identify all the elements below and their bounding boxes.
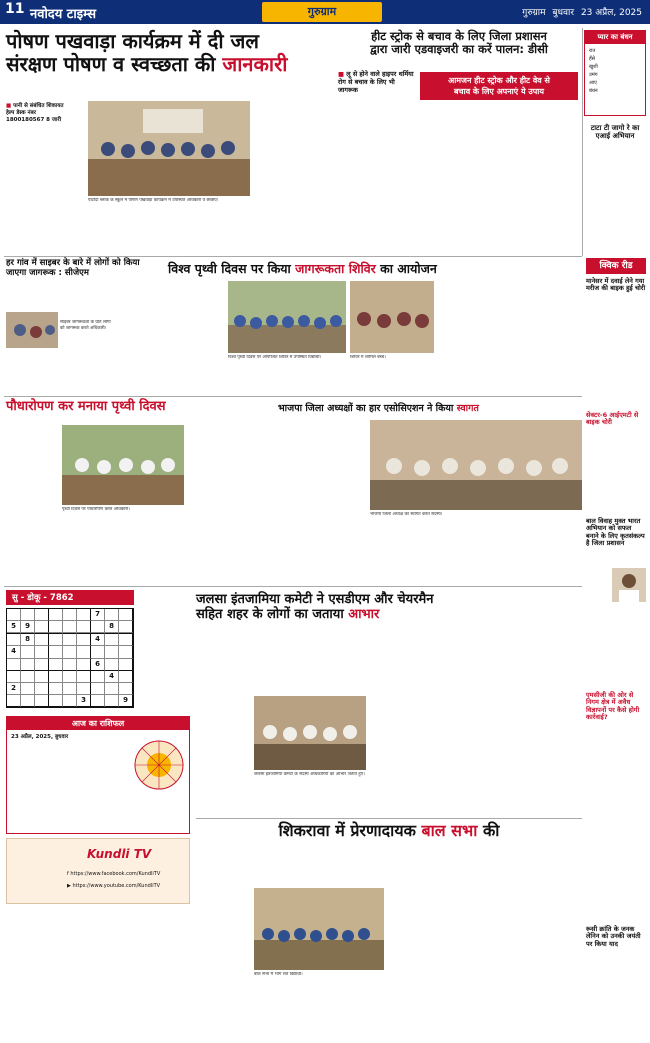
sudoku-cell: [21, 659, 35, 671]
kundli-logo: Kundli TV: [87, 847, 152, 861]
sudoku-cell: [35, 659, 49, 671]
story8-photo: [254, 888, 384, 970]
story6-body-2: [370, 525, 438, 583]
story4-body-1: [168, 281, 224, 393]
story7-body-4: [254, 785, 366, 815]
dateline: गुरुग्राम बुधवार 23 अप्रैल, 2025: [522, 8, 642, 18]
sudoku-cell: 4: [91, 634, 105, 646]
official-portrait: [612, 568, 646, 602]
sudoku-cell: [77, 671, 91, 683]
story1-photo: [88, 101, 250, 196]
story4-body-3: [350, 367, 434, 393]
sudoku-cell: [105, 659, 119, 671]
story5-body-3: [125, 520, 185, 583]
students-photo: [228, 281, 346, 353]
story5-body-2: [62, 520, 122, 583]
kundli-ad: [6, 838, 190, 904]
story2-body-3: [420, 156, 498, 252]
sudoku-cell: [21, 695, 35, 707]
brief3-body: [586, 568, 610, 688]
sudoku-cell: [35, 671, 49, 683]
ad-youtube[interactable]: ▶ https://www.youtube.com/KundliTV: [67, 883, 161, 889]
story4-body-5: [512, 281, 582, 393]
love-box-title: प्यार का बंधन: [585, 31, 645, 44]
story6-caption: भाजपा जिला अध्यक्ष का स्वागत करते सदस्य।: [370, 512, 443, 517]
story7-body-6: [445, 630, 515, 815]
story4-photo-1: [228, 281, 346, 353]
section-band: गुरुग्राम: [262, 2, 382, 22]
rashifal-body: [11, 741, 129, 831]
sudoku-cell: [63, 683, 77, 695]
story6-body-3: [441, 525, 509, 583]
paper-name: नवोदय टाइम्स: [30, 7, 97, 22]
sudoku-cell: [119, 621, 133, 633]
sudoku-cell: [7, 695, 21, 707]
sudoku-cell: 6: [91, 659, 105, 671]
sudoku-cell: 5: [7, 621, 21, 633]
brief4-body: [586, 732, 646, 922]
brief3-photo: [612, 568, 646, 602]
story5-body-1: [6, 425, 58, 583]
sudoku-cell: [49, 634, 63, 646]
story4-body-2: [228, 367, 346, 393]
story3-headline: हर गांव में साइबर के बारे में लोगों को किया जाएगा जागरूक : सीजेएम: [6, 258, 140, 278]
sudoku-cell: 8: [21, 634, 35, 646]
story6-photo: [370, 420, 582, 510]
sudoku-cell: [63, 671, 77, 683]
story3-caption: साइबर जागरूकता के प्रति लोगों को जागरूक करते अधिकारी।: [60, 320, 111, 331]
sudoku-cell: [77, 646, 91, 658]
sudoku-cell: [105, 695, 119, 707]
divider: [4, 586, 582, 587]
sudoku-cell: [77, 634, 91, 646]
sudoku-cell: [21, 646, 35, 658]
sudoku-cell: [49, 646, 63, 658]
story3-body-1: [6, 283, 58, 310]
committee-photo: [254, 696, 366, 770]
story9-body: [584, 148, 646, 252]
page-number: 11: [5, 1, 25, 17]
quick-read-banner: क्विक रीड: [586, 258, 646, 274]
story1-body-2: [88, 212, 168, 252]
children-photo: [350, 281, 434, 353]
story7-body-5: [372, 630, 442, 815]
zodiac-icon: [133, 739, 185, 791]
story2-body-2: [420, 104, 578, 152]
story4-headline: विश्व पृथ्वी दिवस पर किया जागरूकता शिविर का आयोजन: [168, 261, 437, 276]
sudoku-cell: 7: [91, 609, 105, 621]
story8-body-2: [254, 848, 310, 888]
story7-body-7: [518, 630, 582, 815]
sudoku-cell: [105, 646, 119, 658]
story6-headline: भाजपा जिला अध्यक्षों का हार एसोसिएशन ने किया स्वागत: [278, 403, 479, 414]
story8-body-5: [388, 848, 452, 1040]
story2-kicker: ■ लू से होने वाले हाइपर थर्मिया रोग से बचाव के लिए भी जागरूक: [338, 70, 414, 94]
story4-body-4: [437, 281, 509, 393]
brief5-headline: रूसी क्रांति के जनक लेनिन को उनकी जयंती पर किया याद: [586, 925, 641, 948]
sudoku-cell: [105, 683, 119, 695]
sudoku-cell: 3: [77, 695, 91, 707]
sudoku-cell: [105, 609, 119, 621]
sudoku-cell: [91, 683, 105, 695]
sudoku-grid: [6, 608, 134, 708]
sudoku-cell: [49, 621, 63, 633]
sudoku-cell: 9: [119, 695, 133, 707]
story8-caption: बाल सभा में भाग लेते विद्यार्थी।: [254, 972, 303, 977]
story7-body-3: [312, 630, 368, 692]
brief3-headline: बाल विवाह मुक्त भारत अभियान को सफल बनाने के लिए कृतसंकल्प है जिला प्रशासन: [586, 517, 645, 548]
story8-body-1: [196, 848, 252, 1040]
sudoku-cell: [119, 683, 133, 695]
classroom-photo: [88, 101, 250, 196]
sudoku-cell: [63, 609, 77, 621]
sudoku-cell: 4: [7, 646, 21, 658]
brief1-body: [586, 308, 646, 408]
story1-helpline: ■ पानी से संबंधित शिकायत हेल्प डेस्क नंबर 1800180567 8 जारी: [6, 103, 64, 123]
story1-body-3: [170, 212, 250, 252]
divider: [196, 818, 582, 819]
story8-body-3: [312, 848, 384, 888]
story6-body-4: [512, 525, 582, 583]
love-box-lines: रात हँसे खुशी उमंग आए बंधन: [589, 48, 598, 94]
meeting-photo: [6, 312, 58, 348]
sudoku-cell: [119, 646, 133, 658]
sudoku-cell: 8: [105, 621, 119, 633]
ad-facebook[interactable]: f https://www.facebook.com/KundliTV: [67, 871, 161, 877]
sudoku-cell: [119, 609, 133, 621]
column-divider: [582, 28, 583, 256]
sudoku-cell: [49, 695, 63, 707]
story4-caption-1: विश्व पृथ्वी दिवस पर आयोजित शिविर में उपस्थित विद्यार्थी।: [228, 355, 322, 360]
sudoku-cell: 2: [7, 683, 21, 695]
story5-photo: [62, 425, 184, 505]
sudoku-cell: [35, 634, 49, 646]
love-box: [584, 30, 646, 116]
story1-body-1: [6, 130, 84, 245]
sudoku-cell: [35, 683, 49, 695]
sudoku-cell: [91, 695, 105, 707]
story8-body-7: [521, 848, 582, 1040]
story7-caption: जलसा इंतजामिया कमेटी के सदस्य अधिकारियों का आभार जताते हुए।: [254, 772, 365, 777]
sudoku-cell: [35, 646, 49, 658]
story2-subhead: आमजन हीट स्ट्रोक और हीट वेव से बचाव के लिए अपनाएं ये उपाय: [420, 72, 578, 100]
sudoku-cell: [35, 621, 49, 633]
sudoku-cell: [35, 695, 49, 707]
sudoku-cell: [91, 671, 105, 683]
sudoku-cell: [7, 659, 21, 671]
story2-headline: हीट स्ट्रोक से बचाव के लिए जिला प्रशासन द्वारा जारी एडवाइजरी का करें पालन: डीसी: [370, 29, 548, 57]
sudoku-cell: 9: [21, 621, 35, 633]
sudoku-cell: [77, 621, 91, 633]
story5-body-4: [188, 425, 272, 583]
felicitation-photo: [370, 420, 582, 510]
story3-body-2: [6, 350, 58, 394]
story4-photo-2: [350, 281, 434, 353]
sudoku-cell: [77, 683, 91, 695]
sudoku-cell: [63, 659, 77, 671]
story3-body-3: [60, 283, 112, 393]
sudoku-instructions: [138, 604, 190, 714]
story1-headline: पोषण पखवाड़ा कार्यक्रम में दी जल संरक्षण पोषण व स्वच्छता की जानकारी: [6, 29, 288, 76]
sudoku-cell: [91, 621, 105, 633]
sudoku-cell: [63, 695, 77, 707]
story1-caption: पाटौदी ब्लॉक के स्कूल में पोषण पखवाड़ा कार्यक्रम में उपस्थित अधिकारी व छात्राएं।: [88, 198, 219, 203]
sudoku-cell: [91, 646, 105, 658]
sudoku-cell: [119, 659, 133, 671]
story1-body-4: [253, 101, 333, 251]
brief5-body: [586, 960, 646, 1040]
bal-sabha-photo: [254, 888, 384, 970]
sudoku-cell: [21, 683, 35, 695]
sudoku-cell: [7, 609, 21, 621]
horoscope-columns: [6, 908, 190, 1040]
story3-photo: [6, 312, 58, 348]
story2-body-1: [338, 104, 416, 252]
sudoku-cell: [63, 634, 77, 646]
zodiac-wheel: [133, 739, 185, 791]
story3-body-4: [114, 283, 164, 393]
story8-headline: शिकरावा में प्रेरणादायक बाल सभा की: [278, 821, 500, 840]
story9-headline: टाटा टी जागो रे का एआई अभियान: [590, 124, 640, 141]
story6-body-1: [278, 420, 366, 583]
story2-body-4: [500, 156, 578, 252]
sudoku-cell: [105, 634, 119, 646]
sudoku-cell: [49, 609, 63, 621]
divider: [4, 256, 582, 257]
sudoku-cell: [77, 609, 91, 621]
sudoku-cell: [119, 634, 133, 646]
sudoku-cell: [49, 671, 63, 683]
rashifal-date: 23 अप्रैल, 2025, बुधवार: [11, 734, 69, 740]
rashifal-title: आज का राशिफल: [7, 717, 189, 730]
sudoku-cell: [49, 683, 63, 695]
sudoku-cell: [63, 621, 77, 633]
story7-photo: [254, 696, 366, 770]
plantation-photo: [62, 425, 184, 505]
story5-caption: पृथ्वी दिवस पर पौधारोपण करते अधिकारी।: [62, 507, 130, 512]
story8-body-4: [254, 985, 384, 1040]
sudoku-cell: [7, 671, 21, 683]
story7-body-1: [196, 630, 252, 815]
sudoku-title: सु - डोकू - 7862: [6, 590, 134, 605]
brief2-body: [586, 434, 646, 514]
brief1-headline: मानेसर में दवाई लेने गया मरीज की बाइक हुई चोरी: [586, 277, 646, 293]
sudoku-cell: [77, 659, 91, 671]
sudoku-cell: [35, 609, 49, 621]
brief2-headline: सेक्टर-6 आईएमटी से बाइक चोरी: [586, 411, 639, 427]
story7-headline: जलसा इंतजामिया कमेटी ने एसडीएम और चेयरमैन सहित शहर के लोगों का जताया आभार: [196, 592, 434, 622]
sudoku-cell: [119, 671, 133, 683]
sudoku-cell: [63, 646, 77, 658]
sudoku-cell: [49, 659, 63, 671]
story5-headline: पौधारोपण कर मनाया पृथ्वी दिवस: [6, 399, 166, 414]
masthead: [0, 0, 650, 24]
sudoku-cell: 4: [105, 671, 119, 683]
rashifal: [6, 716, 190, 834]
sudoku-cell: [21, 609, 35, 621]
divider: [4, 396, 582, 397]
sudoku-cell: [7, 634, 21, 646]
brief4-headline: एमसीजी की ओर से निगम क्षेत्र में अवैध विज्ञापनों पर कैसे होगी कार्रवाई?: [586, 691, 640, 722]
story4-caption-2: शिविर में शामिल बच्चे।: [350, 355, 386, 360]
story7-body-2: [254, 630, 310, 692]
sudoku-cell: [21, 671, 35, 683]
story8-body-6: [455, 848, 519, 1040]
